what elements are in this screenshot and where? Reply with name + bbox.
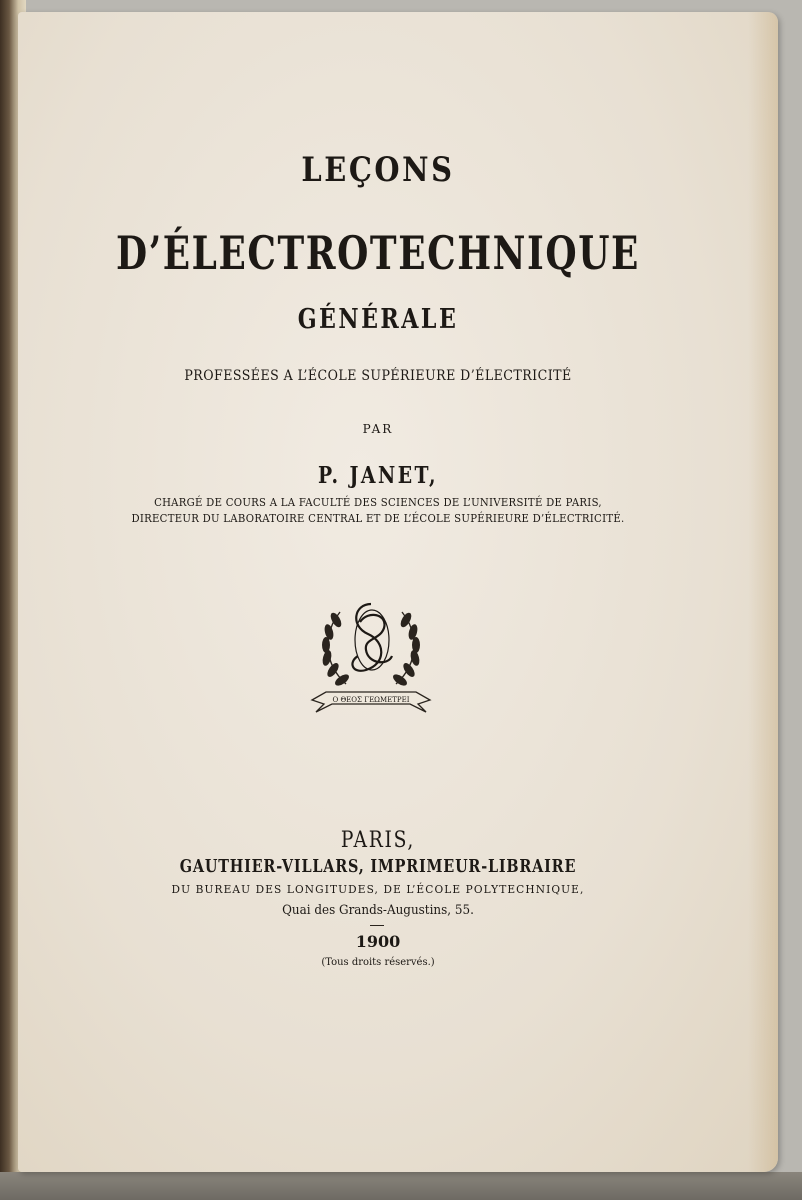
title-line-3: GÉNÉRALE — [297, 304, 459, 335]
publisher-name: GAUTHIER-VILLARS, IMPRIMEUR-LIBRAIRE — [179, 856, 577, 877]
emblem-motto: Ο ΘΕΟΣ ΓΕΩΜΕΤΡΕΙ — [332, 696, 410, 704]
author-affiliation-1: CHARGÉ DE COURS A LA FACULTÉ DES SCIENCES DE L’UNIVERSITÉ DE PARIS, — [154, 496, 602, 509]
table-surface — [0, 1172, 802, 1200]
author-affiliation-2: DIRECTEUR DU LABORATOIRE CENTRAL ET DE L’ÉCOLE SUPÉRIEURE D’ÉLECTRICITÉ. — [131, 512, 625, 525]
divider-rule — [370, 925, 384, 926]
publication-city: PARIS, — [340, 828, 416, 853]
title-page — [18, 12, 778, 1172]
subtitle: PROFESSÉES A L’ÉCOLE SUPÉRIEURE D’ÉLECTRICITÉ — [184, 368, 572, 384]
laurel-monogram-emblem-icon — [306, 592, 436, 724]
publisher-affiliation: DU BUREAU DES LONGITUDES, DE L’ÉCOLE POLYTECHNIQUE, — [171, 882, 585, 896]
author-name: P. JANET, — [317, 462, 439, 489]
publication-year: 1900 — [355, 932, 401, 951]
rights-notice: (Tous droits réservés.) — [321, 956, 435, 968]
title-line-1: LEÇONS — [301, 150, 455, 190]
by-line: PAR — [362, 422, 394, 436]
title-line-2: D’ÉLECTROTECHNIQUE — [116, 226, 640, 280]
publisher-address: Quai des Grands-Augustins, 55. — [282, 903, 474, 918]
